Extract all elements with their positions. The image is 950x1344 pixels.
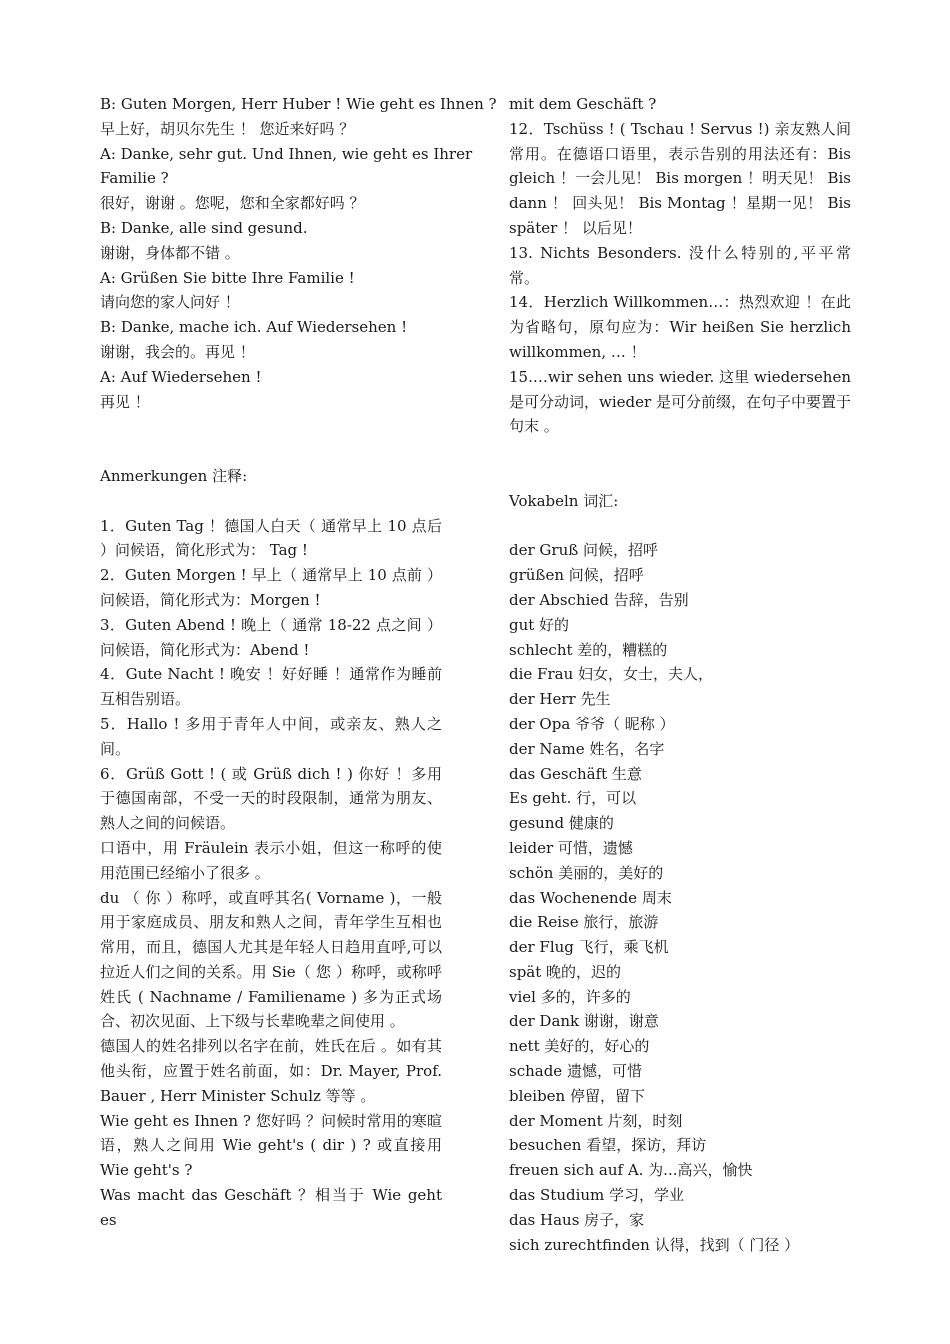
vocab-list xyxy=(509,538,851,1257)
vocab-item: das Haus 房子，家 xyxy=(509,1210,645,1229)
dialogue-line: 请向您的家人问好 ！ xyxy=(100,293,240,312)
vocab-item: grüßen 问候，招呼 xyxy=(509,566,644,585)
note-item: 5．Hallo ! 多用于青年人中间，或亲友、熟人之间。 xyxy=(100,714,442,758)
dialogue-section xyxy=(100,92,497,414)
vocab-item: der Dank 谢谢，谢意 xyxy=(509,1012,659,1031)
notes-continued xyxy=(509,92,851,439)
vocab-item: nett 美好的，好心的 xyxy=(509,1037,650,1056)
vocab-item: das Wochenende 周末 xyxy=(509,888,672,907)
vocab-item: das Studium 学习，学业 xyxy=(509,1186,685,1205)
note-item: 1．Guten Tag ！德国人白天（ 通常早上 10 点后 ）问候语，简化形式为： Tag ! xyxy=(100,516,442,560)
vocab-item: Es geht. 行，可以 xyxy=(509,789,637,808)
dialogue-line: A: Auf Wiedersehen ! xyxy=(100,367,262,386)
dialogue-line: 早上好，胡贝尔先生 ！ 您近来好吗 ？ xyxy=(100,119,355,138)
note-item: mit dem Geschäft ? xyxy=(509,95,657,113)
note-item: 2．Guten Morgen ! 早上（ 通常早上 10 点前 ）问候语，简化形式为：Morgen ! xyxy=(100,566,442,609)
note-item: Was macht das Geschäft ？相当于 Wie geht es xyxy=(100,1186,442,1229)
note-item: 15.…wir sehen uns wieder. 这里 wiedersehen 是可分动词，wieder 是可分前缀，在句子中要置于句末 。 xyxy=(509,367,851,436)
vocab-item: schlecht 差的，糟糕的 xyxy=(509,640,668,659)
right-column xyxy=(509,92,851,1257)
vocab-item: viel 多的，许多的 xyxy=(509,987,631,1006)
note-item: 14．Herzlich Willkommen…：热烈欢迎 ！在此为省略句，原句应为：Wir heißen Sie herzlich willkommen, … ！ xyxy=(509,293,851,361)
dialogue-line: 很好，谢谢 。您呢，您和全家都好吗 ？ xyxy=(100,194,365,213)
note-item: 6．Grüß Gott ! ( 或 Grüß dich ! ) 你好 ！多用于德国南部，不受一天的时段限制，通常为朋友、熟人之间的问候语。 xyxy=(100,764,442,833)
vocab-item: freuen sich auf A. 为...高兴，愉快 xyxy=(509,1161,753,1180)
note-item: 13. Nichts Besonders. 没什么特别的,平平常常。 xyxy=(509,243,851,287)
vocab-item: der Name 姓名，名字 xyxy=(509,739,665,758)
dialogue-line: 谢谢，我会的。再见 ！ xyxy=(100,342,255,361)
notes-heading: Anmerkungen 注释: xyxy=(100,466,248,485)
vocab-item: das Geschäft 生意 xyxy=(509,764,642,783)
dialogue-line: Familie ? xyxy=(100,169,169,188)
dialogue-line: A: Danke, sehr gut. Und Ihnen, wie geht es Ihrer xyxy=(100,144,473,163)
vocab-item: bleiben 停留，留下 xyxy=(509,1086,645,1105)
vocab-item: sich zurechtfinden 认得，找到（ 门径 ） xyxy=(509,1235,800,1254)
vocab-item: die Reise 旅行，旅游 xyxy=(509,913,659,932)
vocab-item: der Flug 飞行，乘飞机 xyxy=(509,938,669,957)
dialogue-line: A: Grüßen Sie bitte Ihre Familie ! xyxy=(100,268,355,287)
vocab-item: der Moment 片刻，时刻 xyxy=(509,1111,683,1130)
vocab-item: gut 好的 xyxy=(509,615,570,634)
note-item: du （ 你 ）称呼，或直呼其名( Vorname )，一般用于家庭成员、朋友和熟人之间，青年学生互相也常用，而且，德国人尤其是年轻人日趋用直呼,可以拉近人们之间的关系。用 Sie（ 您 ）称呼，或称呼姓氏 ( Nachname / Familiename ) 多为正式场合、初次见面、上下级与长辈晚辈之间使用 。 xyxy=(100,888,442,1031)
note-item: 德国人的姓名排列以名字在前，姓氏在后 。如有其他头衔，应置于姓名前面，如：Dr. Mayer, Prof. Bauer , Herr Minister Schulz 等等 。 xyxy=(100,1037,442,1105)
vocab-item: besuchen 看望，探访，拜访 xyxy=(509,1136,707,1155)
vocab-item: gesund 健康的 xyxy=(509,814,614,833)
note-item: 3．Guten Abend ! 晚上（ 通常 18-22 点之间 ）问候语，简化形式为：Abend ! xyxy=(100,615,442,659)
note-item: Wie geht es Ihnen ? 您好吗 ？问候时常用的寒暄语，熟人之间用 Wie geht's ( dir ) ? 或直接用 Wie geht's ? xyxy=(100,1111,442,1180)
vocab-item: der Opa 爷爷（ 昵称 ） xyxy=(509,714,675,733)
dialogue-line: 谢谢，身体都不错 。 xyxy=(100,243,240,262)
dialogue-line: B: Guten Morgen, Herr Huber ! Wie geht es Ihnen ? xyxy=(100,95,497,113)
vocab-item: spät 晚的，迟的 xyxy=(509,962,622,981)
dialogue-line: B: Danke, alle sind gesund. xyxy=(100,218,308,237)
vocab-heading: Vokabeln 词汇: xyxy=(509,491,619,510)
vocab-item: leider 可惜，遗憾 xyxy=(509,838,633,857)
vocab-item: schön 美丽的，美好的 xyxy=(509,863,664,882)
dialogue-line: B: Danke, mache ich. Auf Wiedersehen ! xyxy=(100,318,408,337)
vocab-item: die Frau 妇女，女士，夫人， xyxy=(509,665,713,684)
left-column xyxy=(100,92,497,1233)
vocab-item: schade 遗憾，可惜 xyxy=(509,1062,642,1081)
note-item: 12．Tschüss ! ( Tschau ! Servus !) 亲友熟人间常用。在德语口语里，表示告别的用法还有：Bis gleich ！一会儿见！ Bis morgen ！明天见！ Bis dann ！ 回头见！ Bis Montag ！星期一见！ Bis später ！ 以后见！ xyxy=(509,119,851,237)
note-item: 口语中，用 Fräulein 表示小姐，但这一称呼的使用范围已经缩小了很多 。 xyxy=(100,838,442,882)
vocab-item: der Gruß 问候，招呼 xyxy=(509,541,659,560)
vocab-item: der Abschied 告辞，告别 xyxy=(509,590,689,609)
dialogue-line: 再见 ！ xyxy=(100,392,150,411)
notes-list xyxy=(100,514,442,1233)
vocab-item: der Herr 先生 xyxy=(509,690,611,709)
note-item: 4．Gute Nacht ! 晚安 ！好好睡 ！通常作为睡前互相告别语。 xyxy=(100,665,442,709)
